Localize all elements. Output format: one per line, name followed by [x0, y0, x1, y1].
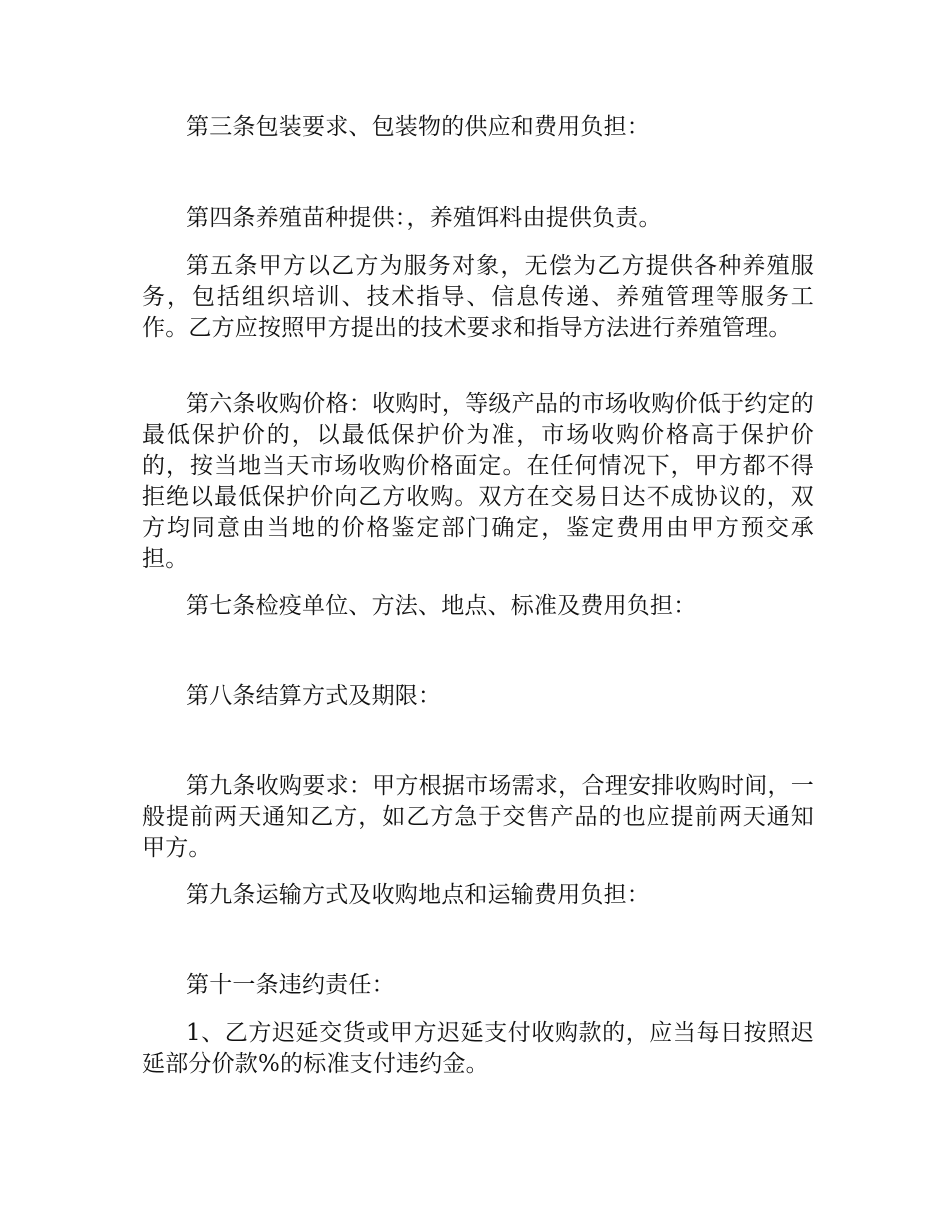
clause-9-transport: 第九条运输方式及收购地点和运输费用负担：	[186, 882, 650, 908]
clause-9-purchase-requirements: 第九条收购要求：甲方根据市场需求，合理安排收购时间，一般提前两天通知乙方，如乙方急于交售产品的也应提前两天通知甲方。	[142, 773, 814, 861]
liability-item-1: 1、乙方迟延交货或甲方迟延支付收购款的，应当每日按照迟延部分价款%的标准支付违约金。	[142, 1020, 814, 1077]
clause-4-breeding-stock: 第四条养殖苗种提供：，养殖饵料由提供负责。	[186, 205, 662, 231]
clause-7-quarantine: 第七条检疫单位、方法、地点、标准及费用负担：	[186, 593, 697, 619]
clause-11-liability: 第十一条违约责任：	[186, 972, 395, 998]
clause-8-settlement: 第八条结算方式及期限：	[186, 683, 442, 709]
clause-5-services: 第五条甲方以乙方为服务对象，无偿为乙方提供各种养殖服务，包括组织培训、技术指导、信息传递、养殖管理等服务工作。乙方应按照甲方提出的技术要求和指导方法进行养殖管理。	[142, 253, 814, 341]
clause-6-purchase-price: 第六条收购价格：收购时，等级产品的市场收购价低于约定的最低保护价的，以最低保护价为准，市场收购价格高于保护价的，按当地当天市场收购价格面定。在任何情况下，甲方都不得拒绝以最低保护价向乙方收购。双方在交易日达不成协议的，双方均同意由当地的价格鉴定部门确定，鉴定费用由甲方预交承担。	[142, 391, 814, 572]
clause-3-packaging: 第三条包装要求、包装物的供应和费用负担：	[186, 114, 650, 140]
